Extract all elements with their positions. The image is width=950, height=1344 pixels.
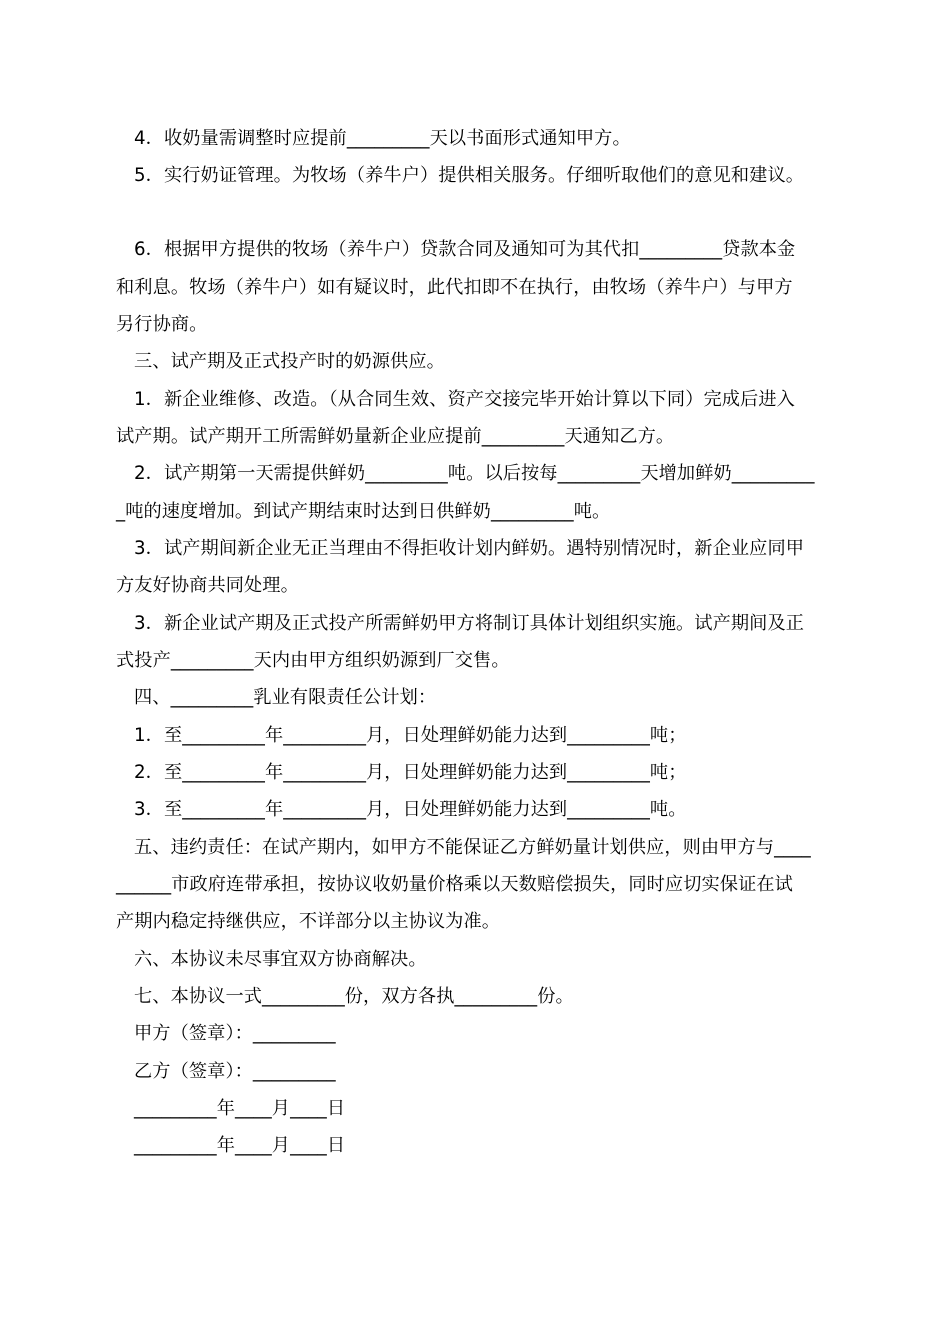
section-7: 七、本协议一式_________份，双方各执_________份。 [134,986,574,1007]
clause-6-loan-deduction-line-1: 6．根据甲方提供的牧场（养牛户）贷款合同及通知可为其代扣_________贷款本金 [134,239,796,260]
clause-6-loan-deduction-line-3: 另行协商。 [116,314,208,335]
section-4-item-2: 2．至_________年_________月，日处理鲜奶能力达到_________吨； [134,762,687,783]
section-3-item-3b-line-1: 3．新企业试产期及正式投产所需鲜奶甲方将制订具体计划组织实施。试产期间及正 [134,613,805,634]
section-5-line-2: ______市政府连带承担，按协议收奶量价格乘以天数赔偿损失，同时应切实保证在试 [116,874,793,895]
section-4-heading: 四、_________乳业有限责任公计划： [134,687,437,708]
section-3-heading: 三、试产期及正式投产时的奶源供应。 [134,351,445,372]
party-a-signature: 甲方（签章）：_________ [134,1023,336,1044]
section-4-item-1: 1．至_________年_________月，日处理鲜奶能力达到_________吨； [134,725,687,746]
section-3-item-2-line-2: _吨的速度增加。到试产期结束时达到日供鲜奶_________吨。 [116,501,611,522]
section-3-item-3b-line-2: 式投产_________天内由甲方组织奶源到厂交售。 [116,650,510,671]
section-6: 六、本协议未尽事宜双方协商解决。 [134,949,427,970]
section-3-item-3-line-1: 3．试产期间新企业无正当理由不得拒收计划内鲜奶。遇特别情况时，新企业应同甲 [134,538,805,559]
section-5-line-1: 五、违约责任：在试产期内，如甲方不能保证乙方鲜奶量计划供应，则由甲方与____ [134,837,811,858]
section-3-item-1-line-2: 试产期。试产期开工所需鲜奶量新企业应提前_________天通知乙方。 [116,426,675,447]
section-3-item-3-line-2: 方友好协商共同处理。 [116,575,299,596]
clause-4-notice: 4．收奶量需调整时应提前_________天以书面形式通知甲方。 [134,128,631,149]
date-line-2: _________年____月____日 [134,1135,346,1156]
clause-6-loan-deduction-line-2: 和利息。牧场（养牛户）如有疑议时，此代扣即不在执行，由牧场（养牛户）与甲方 [116,277,793,298]
date-line-1: _________年____月____日 [134,1098,346,1119]
section-5-line-3: 产期内稳定持继供应，不详部分以主协议为准。 [116,911,501,932]
clause-5-milk-certificate: 5．实行奶证管理。为牧场（养牛户）提供相关服务。仔细听取他们的意见和建议。 [134,165,805,186]
party-b-signature: 乙方（签章）：_________ [134,1061,336,1082]
section-3-item-2-line-1: 2．试产期第一天需提供鲜奶_________吨。以后按每_________天增加鲜奶_________ [134,463,815,484]
section-3-item-1-line-1: 1．新企业维修、改造。（从合同生效、资产交接完毕开始计算以下同）完成后进入 [134,389,795,410]
section-4-item-3: 3．至_________年_________月，日处理鲜奶能力达到_________吨。 [134,799,687,820]
